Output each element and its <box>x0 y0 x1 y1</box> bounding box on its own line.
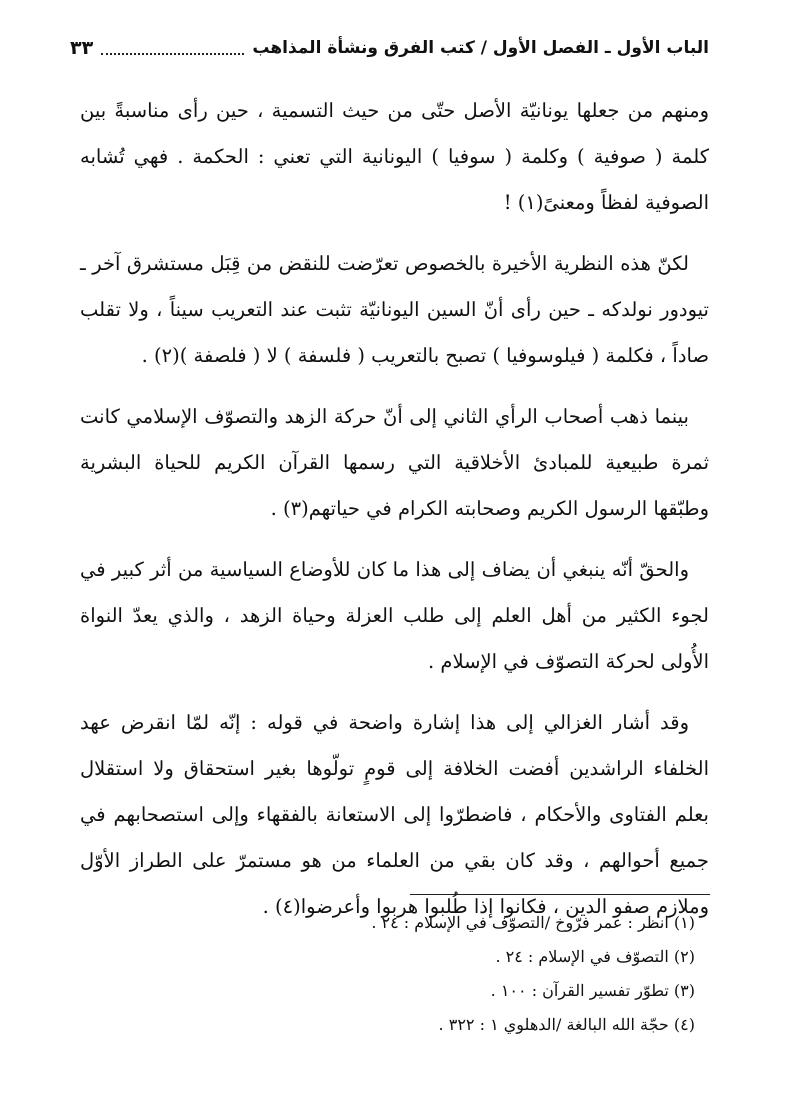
footnote-4: (٤) حجّة الله البالغة /الدهلوي ١ : ٣٢٢ . <box>438 1015 695 1034</box>
main-text <box>80 88 709 945</box>
footnote-1: (١) انظر : عمر فرّوخ /التصوّف في الإسلام : ٢٤ . <box>371 913 695 932</box>
paragraph-5: وقد أشار الغزالي إلى هذا إشارة واضحة في قوله : إنّه لمّا انقرض عهد الخلفاء الراشدين أفضت الخلافة إلى قومٍ تولّوها بغير استحقاق ولا استقلال بعلم الفتاوى والأحكام ، فاضطرّوا إلى الاستعانة بالفقهاء وإلى استصحابهم في جميع أحوالهم ، وقد كان بقي من العلماء من هو مستمرّ على الطراز الأوّل وملازم صفو الدين ، فكانوا إذا طُلبوا هربوا وأعرضوا(٤) . <box>80 711 709 918</box>
paragraph-2: لكنّ هذه النظرية الأخيرة بالخصوص تعرّضت للنقض من قِبَل مستشرق آخر ـ تيودور نولدكه ـ حين رأى أنّ السين اليونانيّة تثبت عند التعريب سيناً ، ولا تقلب صاداً ، فكلمة ( فيلوسوفيا ) تصبح بالتعريب ( فلسفة ) لا ( فلصفة )(٢) . <box>80 252 709 367</box>
paragraph-4: والحقّ أنّه ينبغي أن يضاف إلى هذا ما كان للأوضاع السياسية من أثر كبير في لجوء الكثير من أهل العلم إلى طلب العزلة وحياة الزهد ، والذي يعدّ النواة الأُولى لحركة التصوّف في الإسلام . <box>80 558 709 673</box>
header-dot-leader <box>101 53 244 55</box>
footnote-separator <box>410 894 710 895</box>
running-header <box>70 30 709 66</box>
header-title: الباب الأول ـ الفصل الأول / كتب الفرق ونشأة المذاهب <box>252 38 709 58</box>
footnotes <box>80 906 695 1042</box>
footnote-3: (٣) تطوّر تفسير القرآن : ١٠٠ . <box>490 981 695 1000</box>
paragraph-1: ومنهم من جعلها يونانيّة الأصل حتّى من حيث التسمية ، حين رأى مناسبةً بين كلمة ( صوفية ) وكلمة ( سوفيا ) اليونانية التي تعني : الحكمة . فهي تُشابه الصوفية لفظاً ومعنىً(١) ! <box>80 99 709 214</box>
footnote-2: (٢) التصوّف في الإسلام : ٢٤ . <box>495 947 695 966</box>
paragraph-3: بينما ذهب أصحاب الرأي الثاني إلى أنّ حركة الزهد والتصوّف الإسلامي كانت ثمرة طبيعية للمبادئ الأخلاقية التي رسمها القرآن الكريم للحياة البشرية وطبّقها الرسول الكريم وصحابته الكرام في حياتهم(٣) . <box>80 405 709 520</box>
page-number: ٣٣ <box>70 37 94 59</box>
